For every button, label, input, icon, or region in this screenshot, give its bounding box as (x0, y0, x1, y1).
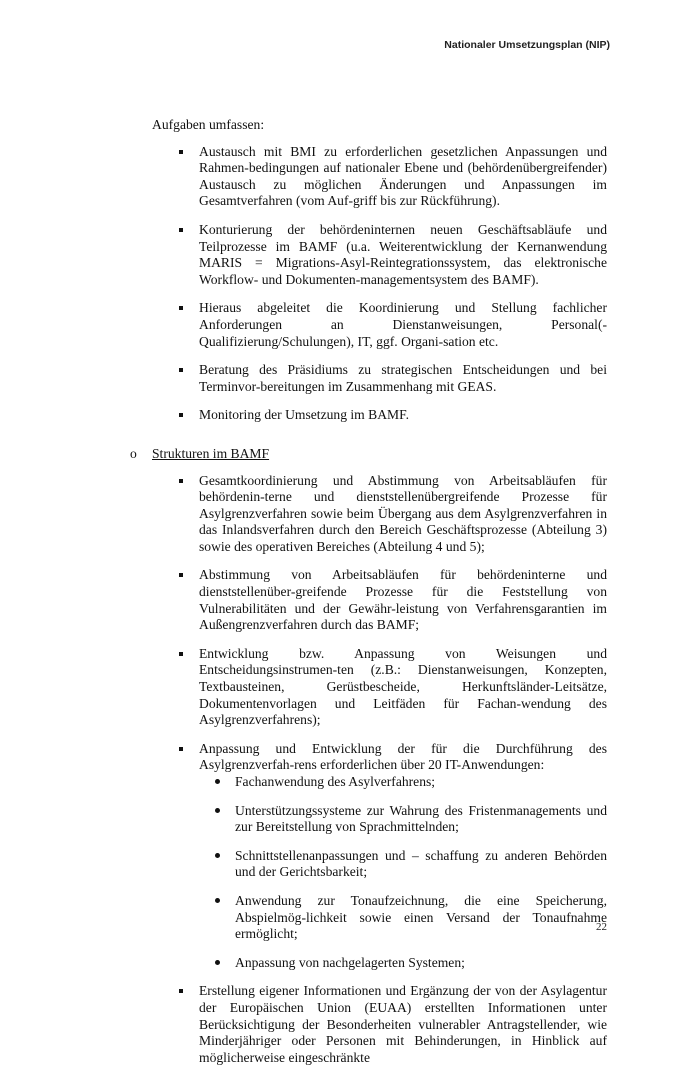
page-number: 22 (596, 921, 607, 933)
task-list (0, 144, 700, 424)
section-heading (130, 445, 700, 463)
running-header: Nationaler Umsetzungsplan (NIP) (444, 39, 610, 51)
list-item: Austausch mit BMI zu erforderlichen gesetzlichen Anpassungen und Rahmen-bedingungen auf nationaler Ebene und (behördenübergreifender) Austausch zu möglichen Änderungen und Anpassungen im Gesamtverfahren (vom Auf-griff bis zur Rückführung). (199, 143, 607, 209)
sub-list-item: Anwendung zur Tonaufzeichnung, die eine Speicherung, Abspielmög-lichkeit sowie einen Versand der Tonaufnahme ermöglicht; (235, 892, 607, 942)
list-item: Hieraus abgeleitet die Koordinierung und Stellung fachlicher Anforderungen an Dienstanweisungen, Personal(-Qualifizierung/Schulungen), IT, ggf. Organi-sation etc. (199, 300, 607, 349)
circle-bullet-icon: o (130, 445, 137, 461)
sub-list-item: Anpassung von nachgelagerten Systemen; (235, 955, 607, 972)
section-title: Strukturen im BAMF (152, 445, 270, 461)
list-item: Erstellung eigener Informationen und Ergänzung der von der Asylagentur der Europäischen Union (EUAA) erstellten Informationen unter Berücksichtigung der Besonderheiten vulnerabler Antragstellender, wie Minderjähriger oder Personen mit Behinderungen, in Hinblick auf möglicherweise eingeschränkte (199, 983, 607, 1065)
structure-list (0, 473, 700, 1067)
page-body (0, 117, 700, 1078)
list-item: Beratung des Präsidiums zu strategischen Entscheidungen und bei Terminvor-bereitungen im Zusammenhang mit GEAS. (199, 362, 607, 394)
list-item-text: Anpassung und Entwicklung der für die Durchführung des Asylgrenzverfah-rens erforderlichen über 20 IT-Anwendungen: (199, 740, 607, 773)
intro-text: Aufgaben umfassen: (152, 117, 265, 132)
list-item (199, 741, 607, 972)
sub-list-item: Fachanwendung des Asylverfahrens; (235, 774, 607, 791)
sub-list-item: Schnittstellenanpassungen und – schaffung zu anderen Behörden und der Gerichtsbarkeit; (235, 847, 607, 880)
it-application-list (199, 774, 607, 971)
list-item: Entwicklung bzw. Anpassung von Weisungen und Entscheidungsinstrumen-ten (z.B.: Dienstanweisungen, Konzepten, Textbausteinen, Gerüstbescheide, Herkunftsländer-Leitsätze, Dokumentenvorlagen und Leitfäden für Fachan-wendung des Asylgrenzverfahrens); (199, 645, 607, 728)
list-item: Konturierung der behördeninternen neuen Geschäftsabläufe und Teilprozesse im BAMF (u.a. Weiterentwicklung der Kernanwendung MARIS = Migrations-Asyl-Reintegrationssystem, das elektronische Workflow- und Dokumenten-managementsystem des BAMF). (199, 221, 607, 287)
list-item: Abstimmung von Arbeitsabläufen für behördeninterne und dienststellenüber-greifende Prozesse für die Feststellung von Vulnerabilitäten und der Gewähr-leistung von Verfahrensgarantien im Außengrenzverfahren durch das BAMF; (199, 567, 607, 633)
list-item: Gesamtkoordinierung und Abstimmung von Arbeitsabläufen für behördenin-terne und dienststellenübergreifende Prozesse für Asylgrenzverfahren sowie beim Übergang aus dem Asylgrenzverfahren in das Inlandsverfahren durch den Bereich Geschäftsprozesse (Abteilung 3) sowie des operativen Bereiches (Abteilung 4 und 5); (199, 472, 607, 554)
sub-list-item: Unterstützungssysteme zur Wahrung des Fristenmanagements und zur Bereitstellung von Sprachmittelnden; (235, 802, 607, 835)
list-item: Monitoring der Umsetzung im BAMF. (199, 407, 607, 424)
